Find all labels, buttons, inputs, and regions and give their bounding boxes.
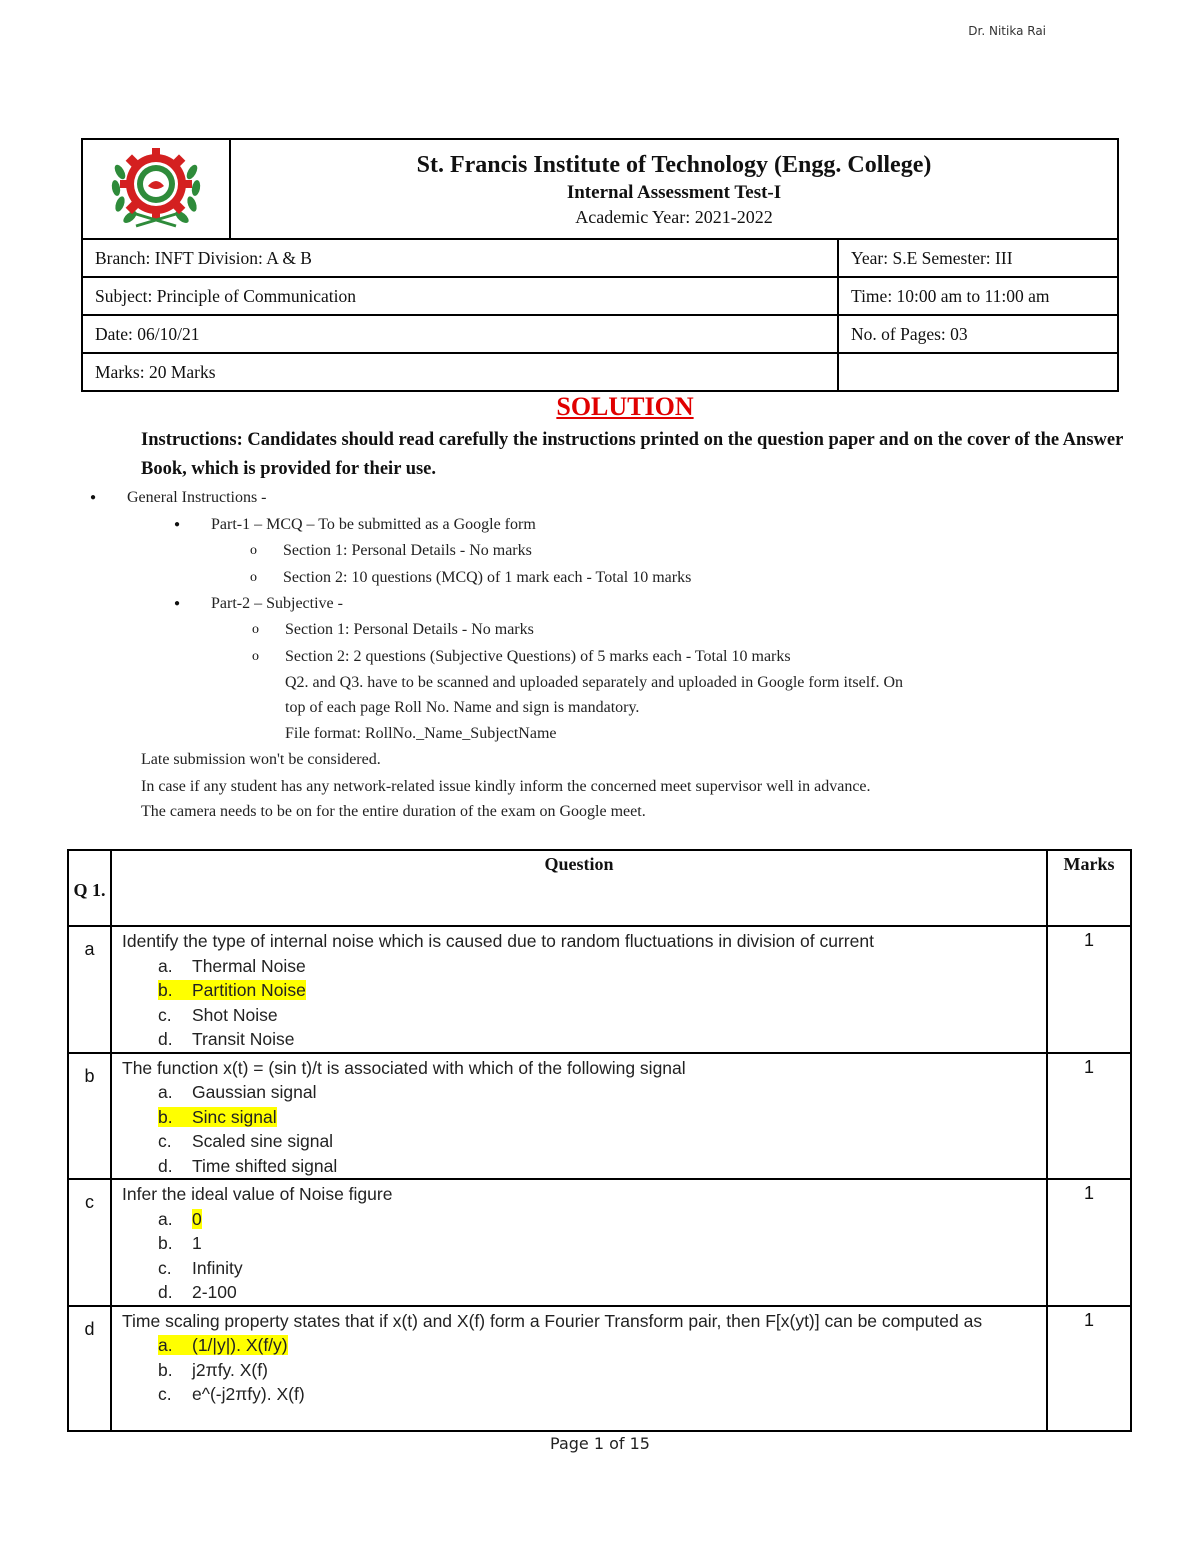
part1-item: Part-1 – MCQ – To be submitted as a Google form xyxy=(211,516,536,533)
circle-bullet-icon: o xyxy=(250,570,257,585)
part2-item: Part-2 – Subjective - xyxy=(211,595,343,612)
institute-logo xyxy=(108,142,204,232)
option-item: c. Scaled sine signal xyxy=(158,1131,334,1151)
q-number-header: Q 1. xyxy=(68,850,111,926)
option-item: d. 2-100 xyxy=(158,1282,237,1302)
part1-section1: Section 1: Personal Details - No marks xyxy=(283,542,532,559)
question-text: Identify the type of internal noise which is caused due to random fluctuations in division of current xyxy=(122,931,874,951)
part2-section1: Section 1: Personal Details - No marks xyxy=(285,621,534,638)
option-item: a. Gaussian signal xyxy=(158,1082,317,1102)
question-id: c xyxy=(68,1179,111,1306)
table-row xyxy=(68,926,1131,1053)
option-item-correct: a. 0 xyxy=(158,1208,202,1229)
option-item: c. Infinity xyxy=(158,1257,243,1278)
bullet-icon: ● xyxy=(90,492,97,503)
bullet-icon: ● xyxy=(174,519,181,530)
page-number: Page 1 of 15 xyxy=(550,1434,650,1453)
circle-bullet-icon: o xyxy=(252,622,259,637)
option-item: c. e^(-j2πfy). X(f) xyxy=(158,1384,305,1404)
institute-name: St. Francis Institute of Technology (Engg. College) xyxy=(416,152,932,178)
option-item: b. j2πfy. X(f) xyxy=(158,1359,268,1380)
question-header: Question xyxy=(111,850,1047,926)
table-header-row xyxy=(68,850,1131,926)
option-item: c. Shot Noise xyxy=(158,1004,278,1025)
time-cell: Time: 10:00 am to 11:00 am xyxy=(838,277,1118,315)
question-marks: 1 xyxy=(1047,1053,1131,1180)
solution-title: SOLUTION xyxy=(556,392,694,421)
network-issue-note: In case if any student has any network-related issue kindly inform the concerned meet supervisor well in advance. xyxy=(141,778,871,795)
question-cell xyxy=(111,1306,1047,1431)
question-text: Time scaling property states that if x(t) and X(f) form a Fourier Transform pair, then F[x(yt)] can be computed as xyxy=(122,1310,983,1331)
question-cell xyxy=(111,1053,1047,1180)
test-name: Internal Assessment Test-I xyxy=(566,182,782,203)
date-cell: Date: 06/10/21 xyxy=(82,315,838,353)
question-marks: 1 xyxy=(1047,1306,1131,1431)
question-id: d xyxy=(68,1306,111,1431)
question-marks: 1 xyxy=(1047,1179,1131,1306)
question-text: The function x(t) = (sin t)/t is associated with which of the following signal xyxy=(122,1057,686,1078)
question-cell xyxy=(111,1179,1047,1306)
question-id: a xyxy=(68,926,111,1053)
question-text: Infer the ideal value of Noise figure xyxy=(122,1184,393,1204)
table-row xyxy=(68,1053,1131,1180)
general-title: General Instructions - xyxy=(127,489,267,506)
option-item: d. Transit Noise xyxy=(158,1029,295,1049)
question-table xyxy=(67,849,1132,1432)
marks-cell: Marks: 20 Marks xyxy=(82,353,838,391)
pages-cell: No. of Pages: 03 xyxy=(838,315,1118,353)
question-marks: 1 xyxy=(1047,926,1131,1053)
option-item-correct: a. (1/|y|). X(f/y) xyxy=(158,1335,288,1355)
title-cell xyxy=(230,139,1118,239)
branch-cell: Branch: INFT Division: A & B xyxy=(82,239,838,277)
part1-section2: Section 2: 10 questions (MCQ) of 1 mark each - Total 10 marks xyxy=(283,569,692,586)
circle-bullet-icon: o xyxy=(250,543,257,558)
late-submission-note: Late submission won't be considered. xyxy=(141,751,381,768)
option-item: b. 1 xyxy=(158,1233,202,1253)
table-row xyxy=(68,1179,1131,1306)
academic-year: Academic Year: 2021-2022 xyxy=(575,207,773,227)
option-item-correct: b. Sinc signal xyxy=(158,1106,277,1127)
circle-bullet-icon: o xyxy=(252,649,259,664)
part2-section2: Section 2: 2 questions (Subjective Questions) of 5 marks each - Total 10 marks xyxy=(285,648,791,665)
upload-note-line1: Q2. and Q3. have to be scanned and uploaded separately and uploaded in Google form itself. On xyxy=(285,674,904,691)
question-id: b xyxy=(68,1053,111,1180)
empty-cell xyxy=(838,353,1118,391)
question-cell xyxy=(111,926,1047,1053)
subject-cell: Subject: Principle of Communication xyxy=(82,277,838,315)
header-table xyxy=(81,138,1119,392)
camera-note: The camera needs to be on for the entire duration of the exam on Google meet. xyxy=(141,803,646,820)
file-format-note: File format: RollNo._Name_SubjectName xyxy=(285,725,557,742)
marks-header: Marks xyxy=(1047,850,1131,926)
bullet-icon: ● xyxy=(174,598,181,609)
option-item-correct: b. Partition Noise xyxy=(158,980,306,1000)
table-row xyxy=(68,1306,1131,1431)
option-item: d. Time shifted signal xyxy=(158,1155,338,1176)
option-item: a. Thermal Noise xyxy=(158,955,306,976)
upload-note-line2: top of each page Roll No. Name and sign is mandatory. xyxy=(285,699,640,716)
year-cell: Year: S.E Semester: III xyxy=(838,239,1118,277)
author-name: Dr. Nitika Rai xyxy=(968,24,1046,38)
instructions-text: Instructions: Candidates should read carefully the instructions printed on the question paper and on the cover of the Answer Book, which is provided for their use. xyxy=(141,430,1123,479)
logo-cell xyxy=(82,139,230,239)
